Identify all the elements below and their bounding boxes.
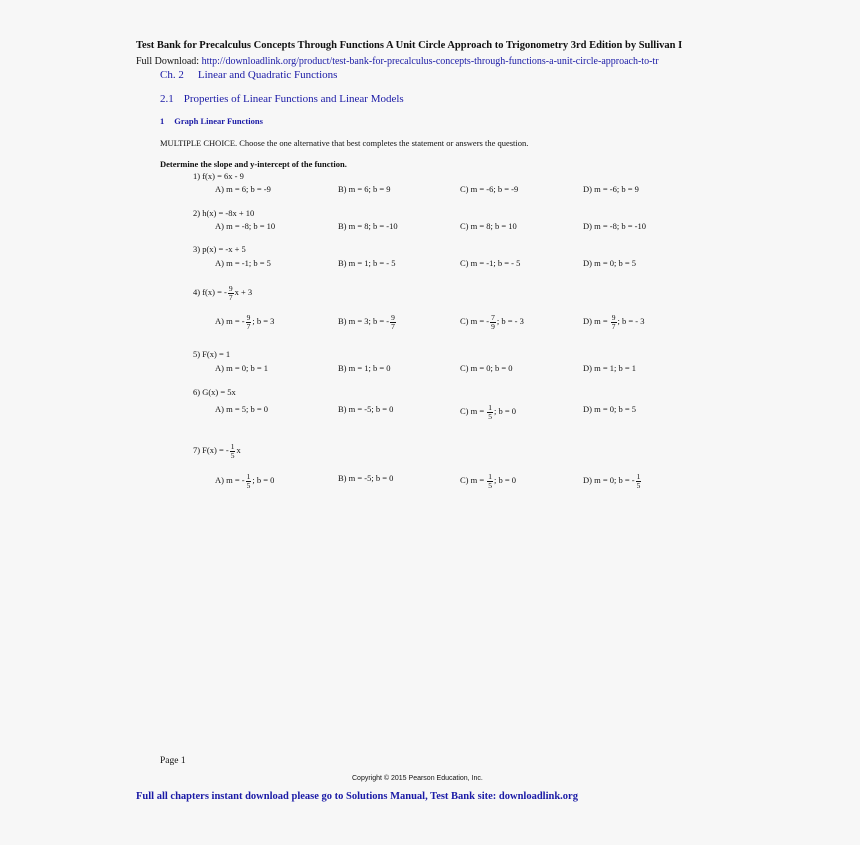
question-stem-text: 5) F(x) = 1 [193,349,231,359]
fraction [487,473,493,489]
answer-option-suffix: ; b = 0 [494,474,517,485]
answer-option-suffix: ; b = - 3 [617,315,645,326]
answer-option-text: B) m = -5; b = 0 [338,404,394,414]
fraction [246,473,252,489]
fraction-numerator: 1 [488,403,493,412]
answer-option-text: C) m = [460,405,487,416]
fraction-denominator: 7 [611,321,616,331]
answer-option [583,404,636,414]
answer-option [338,363,391,373]
question-directions: Determine the slope and y-intercept of the function. [160,159,347,169]
question-stem-suffix: x [236,444,241,455]
answer-option-text: B) m = -5; b = 0 [338,473,394,483]
question-stem-text: 2) h(x) = -8x + 10 [193,208,255,218]
fraction-denominator: 5 [488,480,493,490]
question-stem-text: 3) p(x) = -x + 5 [193,244,246,254]
fraction-denominator: 7 [228,292,233,302]
answer-option-text: D) m = 0; b = 5 [583,258,637,268]
answer-option [215,363,268,373]
answer-option [215,404,268,414]
answer-option-text: B) m = 1; b = 0 [338,363,391,373]
answer-option [583,363,636,373]
answer-option [460,184,518,194]
fraction-denominator: 7 [246,321,251,331]
answer-option-text: D) m = 1; b = 1 [583,363,637,373]
answer-option [583,314,645,330]
fraction-denominator: 7 [391,321,395,331]
answer-option-text: A) m = 5; b = 0 [215,404,269,414]
answer-option-text: C) m = - [460,315,490,326]
answer-option-text: C) m = 8; b = 10 [460,221,517,231]
fraction-numerator: 9 [228,284,233,293]
document-title: Test Bank for Precalculus Concepts Through Functions A Unit Circle Approach to Trigonometry 3rd Edition by Sullivan I [136,40,683,51]
chapter-number: Ch. 2 [160,69,184,81]
chapter-heading [160,69,337,81]
fraction-numerator: 1 [636,472,641,481]
answer-option-text: A) m = -1; b = 5 [215,258,271,268]
answer-option-text: C) m = [460,474,487,485]
answer-option-suffix: ; b = 3 [252,315,275,326]
answer-option-text: C) m = -6; b = -9 [460,184,519,194]
answer-option [460,314,524,330]
question-stem [193,171,244,181]
answer-option [338,184,391,194]
answer-option [338,314,397,330]
download-line [136,56,728,67]
answer-option-text: A) m = 6; b = -9 [215,184,271,194]
fraction [228,285,234,301]
section-number: 2.1 [160,93,174,105]
answer-option-suffix: ; b = 0 [252,474,275,485]
section-title: Properties of Linear Functions and Linear Models [183,93,404,105]
answer-option [338,258,396,268]
fraction-numerator: 9 [246,313,251,322]
answer-option [460,258,520,268]
answer-option [583,221,646,231]
objective-title: Graph Linear Functions [174,116,263,126]
answer-option-text: C) m = -1; b = - 5 [460,258,521,268]
fraction-denominator: 5 [246,480,251,490]
fraction-denominator: 9 [491,321,495,331]
fraction-numerator: 1 [488,472,493,481]
answer-option-suffix: ; b = - 3 [496,315,524,326]
page-number: Page 1 [160,756,186,766]
answer-option [460,363,513,373]
fraction-denominator: 5 [230,450,235,460]
answer-option [583,184,639,194]
question-stem-text: 1) f(x) = 6x - 9 [193,171,244,181]
question-stem-text: 4) f(x) = - [193,286,227,297]
answer-option-text: B) m = 3; b = - [338,315,390,326]
fraction-denominator: 5 [636,480,641,490]
answer-option-text: C) m = 0; b = 0 [460,363,513,373]
fraction-numerator: 7 [491,313,495,322]
answer-option [338,404,393,414]
answer-option-text: B) m = 6; b = 9 [338,184,391,194]
question-stem [193,208,254,218]
multiple-choice-instructions: MULTIPLE CHOICE. Choose the one alternative that best completes the statement or answers the question. [160,138,529,148]
fraction [230,443,236,459]
answer-option-suffix: ; b = 0 [494,405,517,416]
answer-option [338,473,393,483]
objective-number: 1 [160,116,165,126]
fraction-numerator: 9 [391,313,395,322]
objective-heading [160,116,263,126]
fraction-numerator: 1 [230,442,235,451]
question-stem [193,285,252,301]
copyright-notice: Copyright © 2015 Pearson Education, Inc. [352,775,483,782]
fraction [246,314,252,330]
fraction [390,314,396,330]
question-stem [193,349,230,359]
answer-option-text: A) m = - [215,474,245,485]
answer-option [460,221,517,231]
answer-option [583,258,636,268]
answer-option-text: D) m = [583,315,610,326]
answer-option [338,221,398,231]
answer-option [460,473,516,489]
chapter-title: Linear and Quadratic Functions [197,69,338,81]
answer-option-text: B) m = 1; b = - 5 [338,258,396,268]
fraction [490,314,496,330]
answer-option [460,404,516,420]
question-stem-text: 7) F(x) = - [193,444,229,455]
fraction-denominator: 5 [488,411,493,421]
question-stem [193,244,246,254]
download-prefix: Full Download: [136,56,202,67]
answer-option [215,473,274,489]
answer-option-text: A) m = - [215,315,245,326]
fraction [487,404,493,420]
question-stem [193,387,236,397]
fraction-numerator: 1 [246,472,251,481]
answer-option [583,473,642,489]
answer-option [215,258,271,268]
answer-option [215,221,275,231]
fraction [611,314,617,330]
fraction-numerator: 9 [611,313,616,322]
answer-option-text: A) m = -8; b = 10 [215,221,276,231]
answer-option-text: D) m = 0; b = 5 [583,404,637,414]
fraction [636,473,642,489]
question-stem [193,443,241,459]
answer-option [215,184,271,194]
question-stem-text: 6) G(x) = 5x [193,387,236,397]
answer-option-text: D) m = -8; b = -10 [583,221,646,231]
promo-footer[interactable]: Full all chapters instant download please go to Solutions Manual, Test Bank site: downloadlink.org [136,791,578,802]
download-link[interactable]: http://downloadlink.org/product/test-bank-for-precalculus-concepts-through-functions-a-unit-circle-approach-to-tr [201,56,659,67]
answer-option-text: D) m = -6; b = 9 [583,184,639,194]
answer-option-text: D) m = 0; b = - [583,474,635,485]
answer-option-text: A) m = 0; b = 1 [215,363,269,373]
answer-option-text: B) m = 8; b = -10 [338,221,398,231]
question-stem-suffix: x + 3 [234,286,253,297]
answer-option [215,314,274,330]
section-heading [160,93,404,105]
